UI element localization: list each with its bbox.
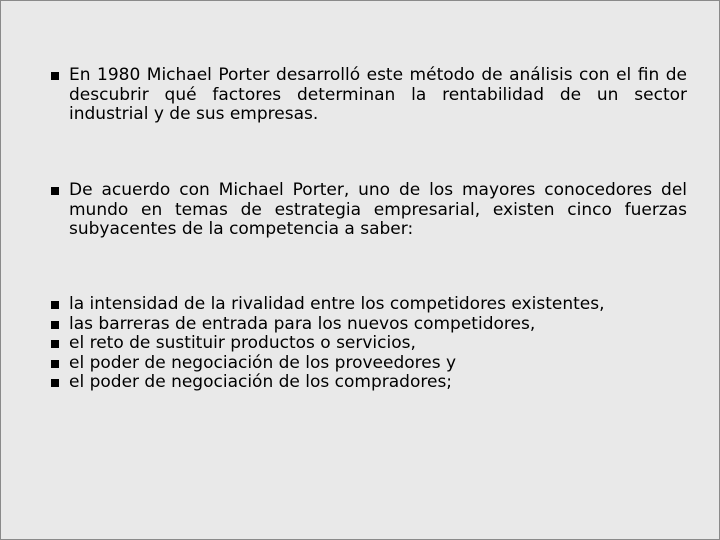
paragraph-forces-intro [51, 181, 687, 240]
square-bullet-icon [51, 379, 59, 387]
force-rivalry-text: la intensidad de la rivalidad entre los competidores existentes, [69, 294, 605, 314]
square-bullet-icon [51, 187, 59, 195]
square-bullet-icon [51, 321, 59, 329]
square-bullet-icon [51, 301, 59, 309]
square-bullet-icon [51, 340, 59, 348]
list-item [51, 354, 687, 374]
list-item [51, 373, 687, 393]
bullet-item [51, 181, 687, 240]
five-forces-list [51, 295, 687, 393]
force-entry-barriers-text: las barreras de entrada para los nuevos competidores, [69, 313, 536, 334]
paragraph-forces-intro-text: De acuerdo con Michael Porter, uno de los mayores conocedores del mundo en temas de estrategia empresarial, existen cinco fuerzas subyacentes de la competencia a saber: [69, 180, 687, 239]
paragraph-intro-text: En 1980 Michael Porter desarrolló este método de análisis con el fin de descubrir qué factores determinan la rentabilidad de un sector industrial y de sus empresas. [69, 65, 687, 124]
force-substitutes-text: el reto de sustituir productos o servicios, [69, 333, 416, 353]
square-bullet-icon [51, 72, 59, 80]
square-bullet-icon [51, 360, 59, 368]
list-item [51, 315, 687, 335]
list-item [51, 334, 687, 354]
paragraph-intro [51, 66, 687, 125]
force-suppliers-text: el poder de negociación de los proveedores y [69, 352, 457, 373]
list-item [51, 295, 687, 315]
force-buyers-text: el poder de negociación de los compradores; [69, 372, 453, 392]
bullet-item [51, 66, 687, 125]
